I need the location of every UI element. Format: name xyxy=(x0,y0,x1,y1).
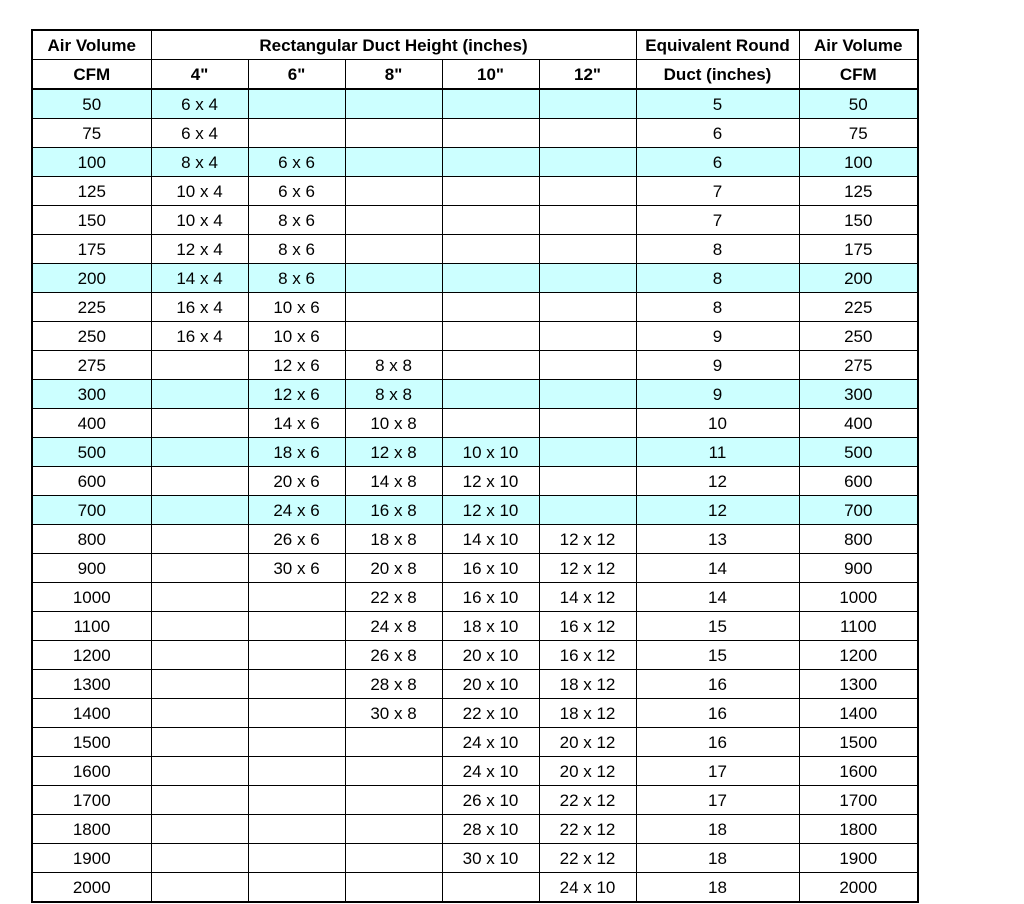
cell-height-4 xyxy=(151,786,248,815)
cell-equivalent-round: 7 xyxy=(636,177,799,206)
cell-height-4 xyxy=(151,496,248,525)
cell-air-volume-cfm-right: 150 xyxy=(799,206,918,235)
cell-air-volume-cfm: 75 xyxy=(32,119,151,148)
cell-height-6 xyxy=(248,815,345,844)
cell-height-8 xyxy=(345,206,442,235)
cell-height-4 xyxy=(151,728,248,757)
cell-height-4: 6 x 4 xyxy=(151,119,248,148)
cell-height-12 xyxy=(539,235,636,264)
cell-height-12 xyxy=(539,119,636,148)
cell-height-6 xyxy=(248,728,345,757)
cell-height-4 xyxy=(151,380,248,409)
cell-height-6: 8 x 6 xyxy=(248,264,345,293)
cell-height-8 xyxy=(345,844,442,873)
cell-height-4 xyxy=(151,409,248,438)
cell-height-6 xyxy=(248,699,345,728)
cell-air-volume-cfm-right: 100 xyxy=(799,148,918,177)
cell-height-8: 26 x 8 xyxy=(345,641,442,670)
cell-height-8: 14 x 8 xyxy=(345,467,442,496)
cell-height-4 xyxy=(151,873,248,903)
cell-height-12 xyxy=(539,409,636,438)
cell-height-10: 26 x 10 xyxy=(442,786,539,815)
cell-height-12: 20 x 12 xyxy=(539,757,636,786)
cell-equivalent-round: 9 xyxy=(636,322,799,351)
cell-equivalent-round: 15 xyxy=(636,612,799,641)
cell-height-6 xyxy=(248,670,345,699)
cell-air-volume-cfm-right: 1900 xyxy=(799,844,918,873)
cell-height-8: 8 x 8 xyxy=(345,351,442,380)
cell-air-volume-cfm-right: 1700 xyxy=(799,786,918,815)
cell-air-volume-cfm-right: 800 xyxy=(799,525,918,554)
cell-height-12 xyxy=(539,177,636,206)
cell-height-10: 18 x 10 xyxy=(442,612,539,641)
cell-air-volume-cfm: 200 xyxy=(32,264,151,293)
cell-height-4: 16 x 4 xyxy=(151,293,248,322)
cell-height-10: 28 x 10 xyxy=(442,815,539,844)
cell-height-4 xyxy=(151,815,248,844)
cell-height-4 xyxy=(151,757,248,786)
cell-height-12: 24 x 10 xyxy=(539,873,636,903)
cell-air-volume-cfm-right: 1200 xyxy=(799,641,918,670)
duct-sizing-table xyxy=(31,29,919,903)
cell-height-10: 24 x 10 xyxy=(442,757,539,786)
cell-equivalent-round: 14 xyxy=(636,554,799,583)
cell-height-6: 20 x 6 xyxy=(248,467,345,496)
cell-height-8 xyxy=(345,264,442,293)
table-row xyxy=(32,177,918,206)
cell-air-volume-cfm-right: 400 xyxy=(799,409,918,438)
cell-height-6: 6 x 6 xyxy=(248,177,345,206)
cell-air-volume-cfm: 1400 xyxy=(32,699,151,728)
table-row xyxy=(32,496,918,525)
table-row xyxy=(32,844,918,873)
cell-height-10 xyxy=(442,148,539,177)
cell-height-10: 14 x 10 xyxy=(442,525,539,554)
cell-equivalent-round: 16 xyxy=(636,699,799,728)
cell-height-8 xyxy=(345,177,442,206)
cell-air-volume-cfm-right: 275 xyxy=(799,351,918,380)
cell-equivalent-round: 16 xyxy=(636,670,799,699)
table-row xyxy=(32,670,918,699)
cell-height-10 xyxy=(442,89,539,119)
cell-height-10 xyxy=(442,380,539,409)
cell-air-volume-cfm-right: 1400 xyxy=(799,699,918,728)
table-row xyxy=(32,612,918,641)
cell-height-6 xyxy=(248,757,345,786)
cell-equivalent-round: 18 xyxy=(636,844,799,873)
cell-air-volume-cfm: 1200 xyxy=(32,641,151,670)
cell-equivalent-round: 8 xyxy=(636,235,799,264)
table-row xyxy=(32,873,918,903)
cell-air-volume-cfm: 1500 xyxy=(32,728,151,757)
cell-air-volume-cfm-right: 125 xyxy=(799,177,918,206)
cell-height-8: 8 x 8 xyxy=(345,380,442,409)
cell-equivalent-round: 12 xyxy=(636,467,799,496)
cell-height-8 xyxy=(345,235,442,264)
cell-equivalent-round: 10 xyxy=(636,409,799,438)
header-height-10: 10" xyxy=(442,60,539,90)
table-row xyxy=(32,322,918,351)
cell-air-volume-cfm: 225 xyxy=(32,293,151,322)
cell-height-4 xyxy=(151,525,248,554)
cell-equivalent-round: 9 xyxy=(636,351,799,380)
cell-equivalent-round: 11 xyxy=(636,438,799,467)
table-row xyxy=(32,728,918,757)
cell-height-10 xyxy=(442,293,539,322)
cell-air-volume-cfm-right: 2000 xyxy=(799,873,918,903)
header-air-volume-right: Air Volume xyxy=(799,30,918,60)
cell-height-4 xyxy=(151,554,248,583)
cell-air-volume-cfm: 1700 xyxy=(32,786,151,815)
cell-height-6 xyxy=(248,119,345,148)
cell-air-volume-cfm: 400 xyxy=(32,409,151,438)
cell-air-volume-cfm: 300 xyxy=(32,380,151,409)
cell-height-6: 8 x 6 xyxy=(248,206,345,235)
cell-equivalent-round: 5 xyxy=(636,89,799,119)
cell-height-8 xyxy=(345,293,442,322)
cell-air-volume-cfm-right: 200 xyxy=(799,264,918,293)
header-height-4: 4" xyxy=(151,60,248,90)
cell-height-6: 14 x 6 xyxy=(248,409,345,438)
cell-air-volume-cfm-right: 175 xyxy=(799,235,918,264)
cell-height-4: 12 x 4 xyxy=(151,235,248,264)
table-row xyxy=(32,293,918,322)
cell-air-volume-cfm: 1000 xyxy=(32,583,151,612)
cell-height-10 xyxy=(442,206,539,235)
cell-height-10 xyxy=(442,235,539,264)
cell-height-10 xyxy=(442,119,539,148)
cell-height-6: 10 x 6 xyxy=(248,293,345,322)
cell-height-8: 18 x 8 xyxy=(345,525,442,554)
table-row xyxy=(32,641,918,670)
header-height-8: 8" xyxy=(345,60,442,90)
cell-height-8 xyxy=(345,786,442,815)
cell-height-12: 22 x 12 xyxy=(539,844,636,873)
cell-height-6 xyxy=(248,583,345,612)
cell-height-8 xyxy=(345,89,442,119)
header-duct-inches: Duct (inches) xyxy=(636,60,799,90)
table-row xyxy=(32,264,918,293)
cell-height-12 xyxy=(539,264,636,293)
cell-height-8: 12 x 8 xyxy=(345,438,442,467)
header-air-volume: Air Volume xyxy=(32,30,151,60)
cell-height-10: 30 x 10 xyxy=(442,844,539,873)
cell-height-6 xyxy=(248,844,345,873)
cell-air-volume-cfm: 1100 xyxy=(32,612,151,641)
cell-height-4 xyxy=(151,670,248,699)
cell-equivalent-round: 17 xyxy=(636,757,799,786)
cell-equivalent-round: 7 xyxy=(636,206,799,235)
cell-height-4: 10 x 4 xyxy=(151,177,248,206)
cell-height-12 xyxy=(539,467,636,496)
cell-height-12 xyxy=(539,351,636,380)
cell-height-8: 10 x 8 xyxy=(345,409,442,438)
cell-height-10: 12 x 10 xyxy=(442,467,539,496)
cell-air-volume-cfm-right: 1800 xyxy=(799,815,918,844)
cell-height-4 xyxy=(151,438,248,467)
cell-height-6: 26 x 6 xyxy=(248,525,345,554)
cell-equivalent-round: 9 xyxy=(636,380,799,409)
header-rectangular-duct-height: Rectangular Duct Height (inches) xyxy=(151,30,636,60)
cell-height-12: 12 x 12 xyxy=(539,525,636,554)
cell-air-volume-cfm: 800 xyxy=(32,525,151,554)
cell-height-12 xyxy=(539,322,636,351)
cell-air-volume-cfm: 900 xyxy=(32,554,151,583)
cell-height-4 xyxy=(151,351,248,380)
cell-height-6: 24 x 6 xyxy=(248,496,345,525)
cell-air-volume-cfm-right: 50 xyxy=(799,89,918,119)
cell-height-10: 24 x 10 xyxy=(442,728,539,757)
cell-height-8: 28 x 8 xyxy=(345,670,442,699)
table-row xyxy=(32,148,918,177)
cell-height-8: 22 x 8 xyxy=(345,583,442,612)
cell-height-10 xyxy=(442,177,539,206)
cell-height-8: 16 x 8 xyxy=(345,496,442,525)
cell-height-12: 22 x 12 xyxy=(539,786,636,815)
table-row xyxy=(32,786,918,815)
cell-height-8: 30 x 8 xyxy=(345,699,442,728)
cell-height-6: 10 x 6 xyxy=(248,322,345,351)
cell-height-10 xyxy=(442,264,539,293)
cell-height-6 xyxy=(248,641,345,670)
cell-height-4 xyxy=(151,612,248,641)
cell-equivalent-round: 18 xyxy=(636,815,799,844)
cell-height-10: 16 x 10 xyxy=(442,583,539,612)
cell-height-6 xyxy=(248,786,345,815)
header-cfm: CFM xyxy=(32,60,151,90)
table-row xyxy=(32,235,918,264)
cell-air-volume-cfm-right: 225 xyxy=(799,293,918,322)
cell-air-volume-cfm-right: 1000 xyxy=(799,583,918,612)
cell-air-volume-cfm-right: 600 xyxy=(799,467,918,496)
cell-air-volume-cfm: 275 xyxy=(32,351,151,380)
cell-air-volume-cfm: 1600 xyxy=(32,757,151,786)
cell-height-8: 24 x 8 xyxy=(345,612,442,641)
cell-height-10 xyxy=(442,873,539,903)
cell-height-10: 10 x 10 xyxy=(442,438,539,467)
cell-height-10 xyxy=(442,409,539,438)
cell-air-volume-cfm-right: 1600 xyxy=(799,757,918,786)
cell-height-4 xyxy=(151,583,248,612)
cell-height-12 xyxy=(539,438,636,467)
cell-height-4 xyxy=(151,467,248,496)
cell-height-10 xyxy=(442,322,539,351)
table-row xyxy=(32,815,918,844)
cell-height-8 xyxy=(345,757,442,786)
table-row xyxy=(32,554,918,583)
cell-height-4: 8 x 4 xyxy=(151,148,248,177)
cell-height-12: 16 x 12 xyxy=(539,641,636,670)
cell-height-12 xyxy=(539,496,636,525)
cell-air-volume-cfm-right: 1300 xyxy=(799,670,918,699)
cell-height-12: 18 x 12 xyxy=(539,670,636,699)
table-row xyxy=(32,206,918,235)
cell-height-12: 16 x 12 xyxy=(539,612,636,641)
cell-equivalent-round: 8 xyxy=(636,293,799,322)
table-row xyxy=(32,757,918,786)
table-body xyxy=(32,89,918,902)
cell-air-volume-cfm: 125 xyxy=(32,177,151,206)
table-row xyxy=(32,89,918,119)
header-height-6: 6" xyxy=(248,60,345,90)
cell-air-volume-cfm-right: 900 xyxy=(799,554,918,583)
cell-height-12: 18 x 12 xyxy=(539,699,636,728)
header-equivalent-round: Equivalent Round xyxy=(636,30,799,60)
table-row xyxy=(32,467,918,496)
cell-height-8 xyxy=(345,728,442,757)
table-row xyxy=(32,380,918,409)
cell-height-6 xyxy=(248,89,345,119)
cell-height-4: 6 x 4 xyxy=(151,89,248,119)
cell-equivalent-round: 17 xyxy=(636,786,799,815)
table-row xyxy=(32,438,918,467)
table-row xyxy=(32,525,918,554)
header-row-1 xyxy=(32,30,918,60)
cell-air-volume-cfm: 175 xyxy=(32,235,151,264)
cell-equivalent-round: 13 xyxy=(636,525,799,554)
cell-equivalent-round: 12 xyxy=(636,496,799,525)
table-row xyxy=(32,409,918,438)
cell-air-volume-cfm: 250 xyxy=(32,322,151,351)
cell-height-6: 6 x 6 xyxy=(248,148,345,177)
cell-air-volume-cfm: 150 xyxy=(32,206,151,235)
cell-height-12: 22 x 12 xyxy=(539,815,636,844)
cell-height-4: 16 x 4 xyxy=(151,322,248,351)
cell-height-8 xyxy=(345,815,442,844)
cell-air-volume-cfm: 1300 xyxy=(32,670,151,699)
cell-height-12: 20 x 12 xyxy=(539,728,636,757)
cell-air-volume-cfm-right: 75 xyxy=(799,119,918,148)
cell-height-4 xyxy=(151,844,248,873)
cell-height-6: 8 x 6 xyxy=(248,235,345,264)
cell-height-10 xyxy=(442,351,539,380)
cell-air-volume-cfm-right: 500 xyxy=(799,438,918,467)
cell-air-volume-cfm: 2000 xyxy=(32,873,151,903)
cell-height-12 xyxy=(539,89,636,119)
cell-height-10: 12 x 10 xyxy=(442,496,539,525)
cell-height-8 xyxy=(345,873,442,903)
cell-equivalent-round: 16 xyxy=(636,728,799,757)
cell-height-6: 18 x 6 xyxy=(248,438,345,467)
cell-height-4 xyxy=(151,699,248,728)
cell-height-12 xyxy=(539,148,636,177)
cell-height-4: 14 x 4 xyxy=(151,264,248,293)
cell-equivalent-round: 14 xyxy=(636,583,799,612)
cell-equivalent-round: 6 xyxy=(636,148,799,177)
table-row xyxy=(32,351,918,380)
cell-height-12: 14 x 12 xyxy=(539,583,636,612)
cell-height-12: 12 x 12 xyxy=(539,554,636,583)
cell-air-volume-cfm-right: 250 xyxy=(799,322,918,351)
cell-height-10: 16 x 10 xyxy=(442,554,539,583)
cell-height-6: 12 x 6 xyxy=(248,351,345,380)
cell-air-volume-cfm: 100 xyxy=(32,148,151,177)
cell-air-volume-cfm: 600 xyxy=(32,467,151,496)
table-row xyxy=(32,119,918,148)
cell-equivalent-round: 6 xyxy=(636,119,799,148)
cell-height-12 xyxy=(539,293,636,322)
cell-equivalent-round: 15 xyxy=(636,641,799,670)
cell-height-8 xyxy=(345,119,442,148)
cell-equivalent-round: 8 xyxy=(636,264,799,293)
cell-height-12 xyxy=(539,206,636,235)
cell-air-volume-cfm: 1800 xyxy=(32,815,151,844)
cell-height-8 xyxy=(345,148,442,177)
header-cfm-right: CFM xyxy=(799,60,918,90)
cell-height-6: 30 x 6 xyxy=(248,554,345,583)
cell-height-6 xyxy=(248,612,345,641)
cell-air-volume-cfm-right: 700 xyxy=(799,496,918,525)
cell-air-volume-cfm: 1900 xyxy=(32,844,151,873)
cell-air-volume-cfm: 50 xyxy=(32,89,151,119)
cell-height-6 xyxy=(248,873,345,903)
cell-air-volume-cfm-right: 1500 xyxy=(799,728,918,757)
cell-air-volume-cfm: 700 xyxy=(32,496,151,525)
header-row-2 xyxy=(32,60,918,90)
header-height-12: 12" xyxy=(539,60,636,90)
cell-height-10: 20 x 10 xyxy=(442,641,539,670)
table-row xyxy=(32,583,918,612)
cell-height-8: 20 x 8 xyxy=(345,554,442,583)
cell-height-10: 20 x 10 xyxy=(442,670,539,699)
cell-air-volume-cfm-right: 1100 xyxy=(799,612,918,641)
cell-height-4 xyxy=(151,641,248,670)
cell-air-volume-cfm: 500 xyxy=(32,438,151,467)
cell-height-6: 12 x 6 xyxy=(248,380,345,409)
cell-equivalent-round: 18 xyxy=(636,873,799,903)
cell-height-12 xyxy=(539,380,636,409)
cell-height-10: 22 x 10 xyxy=(442,699,539,728)
cell-height-8 xyxy=(345,322,442,351)
table-row xyxy=(32,699,918,728)
cell-air-volume-cfm-right: 300 xyxy=(799,380,918,409)
cell-height-4: 10 x 4 xyxy=(151,206,248,235)
